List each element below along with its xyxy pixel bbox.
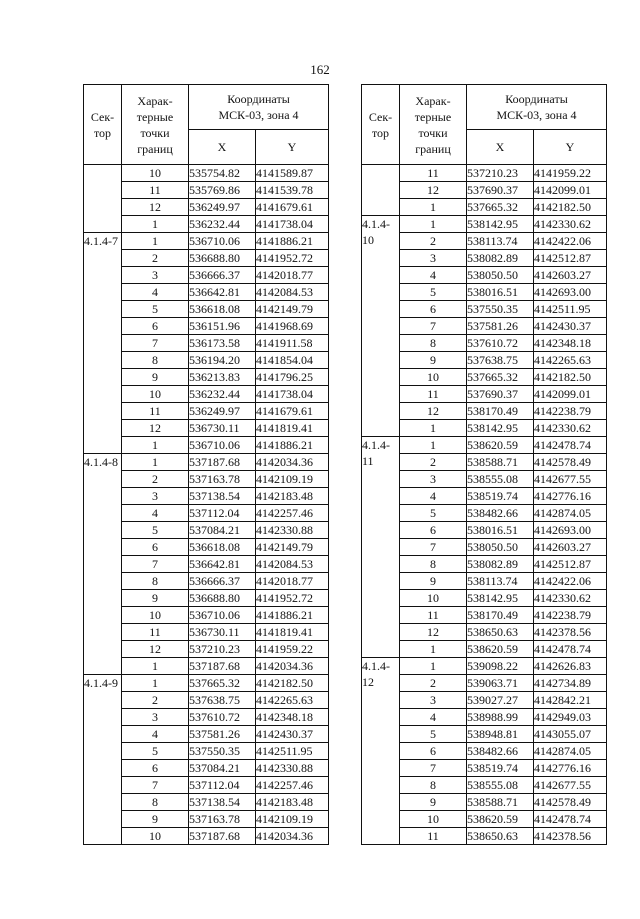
x-cell: 539027.27 (467, 692, 534, 709)
header-x: X (189, 130, 256, 165)
point-cell: 4 (122, 505, 189, 522)
x-cell: 537210.23 (467, 165, 534, 182)
x-cell: 537084.21 (189, 522, 256, 539)
y-cell: 4142842.21 (534, 692, 607, 709)
point-cell: 3 (400, 692, 467, 709)
coordinates-table-right (361, 84, 607, 845)
x-cell: 535754.82 (189, 165, 256, 182)
point-cell: 12 (122, 420, 189, 437)
y-cell: 4142693.00 (534, 522, 607, 539)
page-number: 162 (310, 62, 330, 77)
x-cell: 536666.37 (189, 573, 256, 590)
x-cell: 536710.06 (189, 233, 256, 250)
y-cell: 4142183.48 (256, 794, 329, 811)
y-cell: 4142018.77 (256, 573, 329, 590)
point-cell: 2 (400, 454, 467, 471)
y-cell: 4141679.61 (256, 199, 329, 216)
y-cell: 4142776.16 (534, 488, 607, 505)
point-cell: 1 (122, 454, 189, 471)
y-cell: 4141886.21 (256, 437, 329, 454)
y-cell: 4142182.50 (256, 675, 329, 692)
point-cell: 11 (400, 165, 467, 182)
x-cell: 537163.78 (189, 811, 256, 828)
y-cell: 4142949.03 (534, 709, 607, 726)
y-cell: 4142182.50 (534, 369, 607, 386)
y-cell: 4142330.88 (256, 522, 329, 539)
point-cell: 1 (122, 658, 189, 675)
x-cell: 536249.97 (189, 199, 256, 216)
point-cell: 10 (122, 828, 189, 845)
header-sector: Сек- тор (84, 85, 122, 165)
point-cell: 3 (400, 471, 467, 488)
point-cell: 11 (400, 386, 467, 403)
point-cell: 1 (400, 641, 467, 658)
x-cell: 538170.49 (467, 403, 534, 420)
x-cell: 536232.44 (189, 386, 256, 403)
x-cell: 538142.95 (467, 216, 534, 233)
y-cell: 4142099.01 (534, 182, 607, 199)
x-cell: 537163.78 (189, 471, 256, 488)
y-cell: 4142512.87 (534, 556, 607, 573)
x-cell: 538050.50 (467, 539, 534, 556)
y-cell: 4142034.36 (256, 658, 329, 675)
x-cell: 536194.20 (189, 352, 256, 369)
y-cell: 4142422.06 (534, 233, 607, 250)
point-cell: 2 (122, 692, 189, 709)
table-row (84, 675, 329, 692)
point-cell: 9 (122, 590, 189, 607)
y-cell: 4141796.25 (256, 369, 329, 386)
y-cell: 4142776.16 (534, 760, 607, 777)
point-cell: 4 (122, 726, 189, 743)
point-cell: 8 (400, 556, 467, 573)
y-cell: 4142348.18 (256, 709, 329, 726)
x-cell: 537581.26 (467, 318, 534, 335)
point-cell: 4 (400, 709, 467, 726)
point-cell: 7 (400, 539, 467, 556)
table-row (84, 454, 329, 471)
x-cell: 535769.86 (189, 182, 256, 199)
sector-cell (362, 165, 400, 216)
y-cell: 4142257.46 (256, 777, 329, 794)
y-cell: 4142693.00 (534, 284, 607, 301)
y-cell: 4142330.62 (534, 216, 607, 233)
x-cell: 536249.97 (189, 403, 256, 420)
point-cell: 12 (122, 641, 189, 658)
y-cell: 4141968.69 (256, 318, 329, 335)
x-cell: 536710.06 (189, 607, 256, 624)
x-cell: 538519.74 (467, 760, 534, 777)
point-cell: 3 (400, 250, 467, 267)
x-cell: 537665.32 (189, 675, 256, 692)
point-cell: 6 (400, 301, 467, 318)
x-cell: 538113.74 (467, 233, 534, 250)
point-cell: 1 (400, 199, 467, 216)
y-cell: 4141589.87 (256, 165, 329, 182)
y-cell: 4142330.88 (256, 760, 329, 777)
x-cell: 537638.75 (467, 352, 534, 369)
point-cell: 10 (122, 386, 189, 403)
point-cell: 8 (122, 352, 189, 369)
y-cell: 4142182.50 (534, 199, 607, 216)
x-cell: 536730.11 (189, 420, 256, 437)
x-cell: 538082.89 (467, 556, 534, 573)
x-cell: 536151.96 (189, 318, 256, 335)
point-cell: 10 (122, 607, 189, 624)
x-cell: 536688.80 (189, 590, 256, 607)
point-cell: 4 (400, 267, 467, 284)
y-cell: 4141854.04 (256, 352, 329, 369)
y-cell: 4142603.27 (534, 267, 607, 284)
x-cell: 536642.81 (189, 284, 256, 301)
y-cell: 4142109.19 (256, 471, 329, 488)
y-cell: 4142257.46 (256, 505, 329, 522)
x-cell: 538142.95 (467, 420, 534, 437)
x-cell: 538620.59 (467, 437, 534, 454)
x-cell: 538170.49 (467, 607, 534, 624)
table-row (362, 658, 607, 675)
table-row (84, 233, 329, 250)
point-cell: 8 (400, 335, 467, 352)
point-cell: 6 (400, 743, 467, 760)
point-cell: 2 (122, 250, 189, 267)
point-cell: 5 (400, 505, 467, 522)
point-cell: 10 (122, 165, 189, 182)
point-cell: 11 (400, 607, 467, 624)
point-cell: 10 (400, 369, 467, 386)
y-cell: 4142018.77 (256, 267, 329, 284)
x-cell: 536666.37 (189, 267, 256, 284)
x-cell: 537187.68 (189, 454, 256, 471)
header-coordinates: Координаты МСК-03, зона 4 (467, 85, 607, 130)
point-cell: 10 (400, 811, 467, 828)
y-cell: 4142626.83 (534, 658, 607, 675)
header-x: X (467, 130, 534, 165)
x-cell: 537638.75 (189, 692, 256, 709)
x-cell: 537550.35 (189, 743, 256, 760)
table-row (362, 216, 607, 233)
y-cell: 4142578.49 (534, 454, 607, 471)
point-cell: 1 (400, 216, 467, 233)
sector-cell: 4.1.4- 12 (362, 658, 400, 845)
y-cell: 4142734.89 (534, 675, 607, 692)
y-cell: 4142183.48 (256, 488, 329, 505)
table-body-left (84, 165, 329, 845)
table-body-right (362, 165, 607, 845)
point-cell: 3 (122, 488, 189, 505)
y-cell: 4142603.27 (534, 539, 607, 556)
x-cell: 536618.08 (189, 539, 256, 556)
point-cell: 11 (400, 828, 467, 845)
y-cell: 4142084.53 (256, 284, 329, 301)
point-cell: 7 (122, 335, 189, 352)
x-cell: 537665.32 (467, 199, 534, 216)
y-cell: 4142378.56 (534, 828, 607, 845)
point-cell: 11 (122, 182, 189, 199)
point-cell: 8 (400, 777, 467, 794)
sector-cell: 4.1.4- 11 (362, 437, 400, 658)
y-cell: 4141952.72 (256, 590, 329, 607)
x-cell: 537187.68 (189, 828, 256, 845)
point-cell: 5 (122, 522, 189, 539)
x-cell: 538082.89 (467, 250, 534, 267)
x-cell: 538519.74 (467, 488, 534, 505)
x-cell: 538555.08 (467, 471, 534, 488)
y-cell: 4142265.63 (256, 692, 329, 709)
x-cell: 537187.68 (189, 658, 256, 675)
y-cell: 4142874.05 (534, 743, 607, 760)
y-cell: 4141738.04 (256, 216, 329, 233)
x-cell: 537690.37 (467, 182, 534, 199)
y-cell: 4142238.79 (534, 403, 607, 420)
x-cell: 538620.59 (467, 641, 534, 658)
sector-cell: 4.1.4-9 (84, 675, 122, 845)
header-y: Y (256, 130, 329, 165)
y-cell: 4142330.62 (534, 420, 607, 437)
point-cell: 8 (122, 573, 189, 590)
x-cell: 536710.06 (189, 437, 256, 454)
y-cell: 4141952.72 (256, 250, 329, 267)
point-cell: 11 (122, 403, 189, 420)
sector-cell (84, 165, 122, 233)
point-cell: 3 (122, 267, 189, 284)
y-cell: 4142430.37 (256, 726, 329, 743)
point-cell: 3 (122, 709, 189, 726)
x-cell: 536730.11 (189, 624, 256, 641)
y-cell: 4143055.07 (534, 726, 607, 743)
y-cell: 4142149.79 (256, 301, 329, 318)
x-cell: 538588.71 (467, 454, 534, 471)
point-cell: 9 (122, 369, 189, 386)
y-cell: 4141819.41 (256, 420, 329, 437)
point-cell: 1 (122, 233, 189, 250)
point-cell: 1 (400, 658, 467, 675)
y-cell: 4141959.22 (534, 165, 607, 182)
point-cell: 12 (122, 199, 189, 216)
y-cell: 4142034.36 (256, 454, 329, 471)
point-cell: 1 (122, 437, 189, 454)
point-cell: 6 (400, 522, 467, 539)
point-cell: 7 (400, 760, 467, 777)
x-cell: 537210.23 (189, 641, 256, 658)
point-cell: 5 (400, 726, 467, 743)
y-cell: 4142422.06 (534, 573, 607, 590)
point-cell: 9 (400, 794, 467, 811)
point-cell: 6 (122, 539, 189, 556)
y-cell: 4142149.79 (256, 539, 329, 556)
x-cell: 537610.72 (467, 335, 534, 352)
point-cell: 9 (400, 352, 467, 369)
x-cell: 537550.35 (467, 301, 534, 318)
point-cell: 7 (122, 777, 189, 794)
table-row (84, 165, 329, 182)
y-cell: 4141539.78 (256, 182, 329, 199)
x-cell: 537138.54 (189, 488, 256, 505)
point-cell: 12 (400, 403, 467, 420)
point-cell: 12 (400, 182, 467, 199)
point-cell: 1 (400, 420, 467, 437)
y-cell: 4141679.61 (256, 403, 329, 420)
x-cell: 538113.74 (467, 573, 534, 590)
x-cell: 538650.63 (467, 828, 534, 845)
y-cell: 4142330.62 (534, 590, 607, 607)
x-cell: 537690.37 (467, 386, 534, 403)
point-cell: 5 (400, 284, 467, 301)
y-cell: 4142378.56 (534, 624, 607, 641)
point-cell: 5 (122, 743, 189, 760)
y-cell: 4142512.87 (534, 250, 607, 267)
y-cell: 4141959.22 (256, 641, 329, 658)
y-cell: 4141886.21 (256, 607, 329, 624)
point-cell: 2 (122, 471, 189, 488)
point-cell: 7 (400, 318, 467, 335)
point-cell: 1 (122, 216, 189, 233)
point-cell: 8 (122, 794, 189, 811)
x-cell: 537112.04 (189, 505, 256, 522)
sector-cell: 4.1.4- 10 (362, 216, 400, 437)
point-cell: 9 (122, 811, 189, 828)
x-cell: 538142.95 (467, 590, 534, 607)
x-cell: 538016.51 (467, 284, 534, 301)
x-cell: 537112.04 (189, 777, 256, 794)
sector-cell: 4.1.4-8 (84, 454, 122, 675)
x-cell: 538650.63 (467, 624, 534, 641)
y-cell: 4141819.41 (256, 624, 329, 641)
x-cell: 536642.81 (189, 556, 256, 573)
x-cell: 537665.32 (467, 369, 534, 386)
y-cell: 4142099.01 (534, 386, 607, 403)
y-cell: 4142109.19 (256, 811, 329, 828)
point-cell: 2 (400, 233, 467, 250)
y-cell: 4142084.53 (256, 556, 329, 573)
x-cell: 538016.51 (467, 522, 534, 539)
point-cell: 1 (122, 675, 189, 692)
x-cell: 538620.59 (467, 811, 534, 828)
y-cell: 4142034.36 (256, 828, 329, 845)
x-cell: 537138.54 (189, 794, 256, 811)
header-points: Харак- терные точки границ (122, 85, 189, 165)
point-cell: 2 (400, 675, 467, 692)
point-cell: 12 (400, 624, 467, 641)
x-cell: 536232.44 (189, 216, 256, 233)
y-cell: 4142677.55 (534, 777, 607, 794)
y-cell: 4142874.05 (534, 505, 607, 522)
y-cell: 4141738.04 (256, 386, 329, 403)
point-cell: 9 (400, 573, 467, 590)
point-cell: 4 (400, 488, 467, 505)
y-cell: 4142511.95 (256, 743, 329, 760)
point-cell: 4 (122, 284, 189, 301)
y-cell: 4141911.58 (256, 335, 329, 352)
y-cell: 4142478.74 (534, 811, 607, 828)
x-cell: 538588.71 (467, 794, 534, 811)
y-cell: 4142430.37 (534, 318, 607, 335)
sector-cell: 4.1.4-7 (84, 233, 122, 454)
header-points: Харак- терные точки границ (400, 85, 467, 165)
x-cell: 536173.58 (189, 335, 256, 352)
x-cell: 538482.66 (467, 743, 534, 760)
point-cell: 6 (122, 760, 189, 777)
y-cell: 4142478.74 (534, 641, 607, 658)
x-cell: 537084.21 (189, 760, 256, 777)
x-cell: 538555.08 (467, 777, 534, 794)
x-cell: 536618.08 (189, 301, 256, 318)
table-row (362, 165, 607, 182)
x-cell: 539063.71 (467, 675, 534, 692)
x-cell: 538482.66 (467, 505, 534, 522)
point-cell: 5 (122, 301, 189, 318)
y-cell: 4142348.18 (534, 335, 607, 352)
y-cell: 4142578.49 (534, 794, 607, 811)
y-cell: 4142265.63 (534, 352, 607, 369)
y-cell: 4142478.74 (534, 437, 607, 454)
y-cell: 4141886.21 (256, 233, 329, 250)
x-cell: 539098.22 (467, 658, 534, 675)
x-cell: 537610.72 (189, 709, 256, 726)
x-cell: 537581.26 (189, 726, 256, 743)
y-cell: 4142511.95 (534, 301, 607, 318)
x-cell: 536213.83 (189, 369, 256, 386)
header-sector: Сек- тор (362, 85, 400, 165)
x-cell: 538050.50 (467, 267, 534, 284)
y-cell: 4142677.55 (534, 471, 607, 488)
x-cell: 538948.81 (467, 726, 534, 743)
header-y: Y (534, 130, 607, 165)
point-cell: 6 (122, 318, 189, 335)
y-cell: 4142238.79 (534, 607, 607, 624)
coordinates-table-left (83, 84, 329, 845)
x-cell: 536688.80 (189, 250, 256, 267)
x-cell: 538988.99 (467, 709, 534, 726)
table-row (362, 437, 607, 454)
header-coordinates: Координаты МСК-03, зона 4 (189, 85, 329, 130)
point-cell: 7 (122, 556, 189, 573)
point-cell: 10 (400, 590, 467, 607)
point-cell: 1 (400, 437, 467, 454)
point-cell: 11 (122, 624, 189, 641)
